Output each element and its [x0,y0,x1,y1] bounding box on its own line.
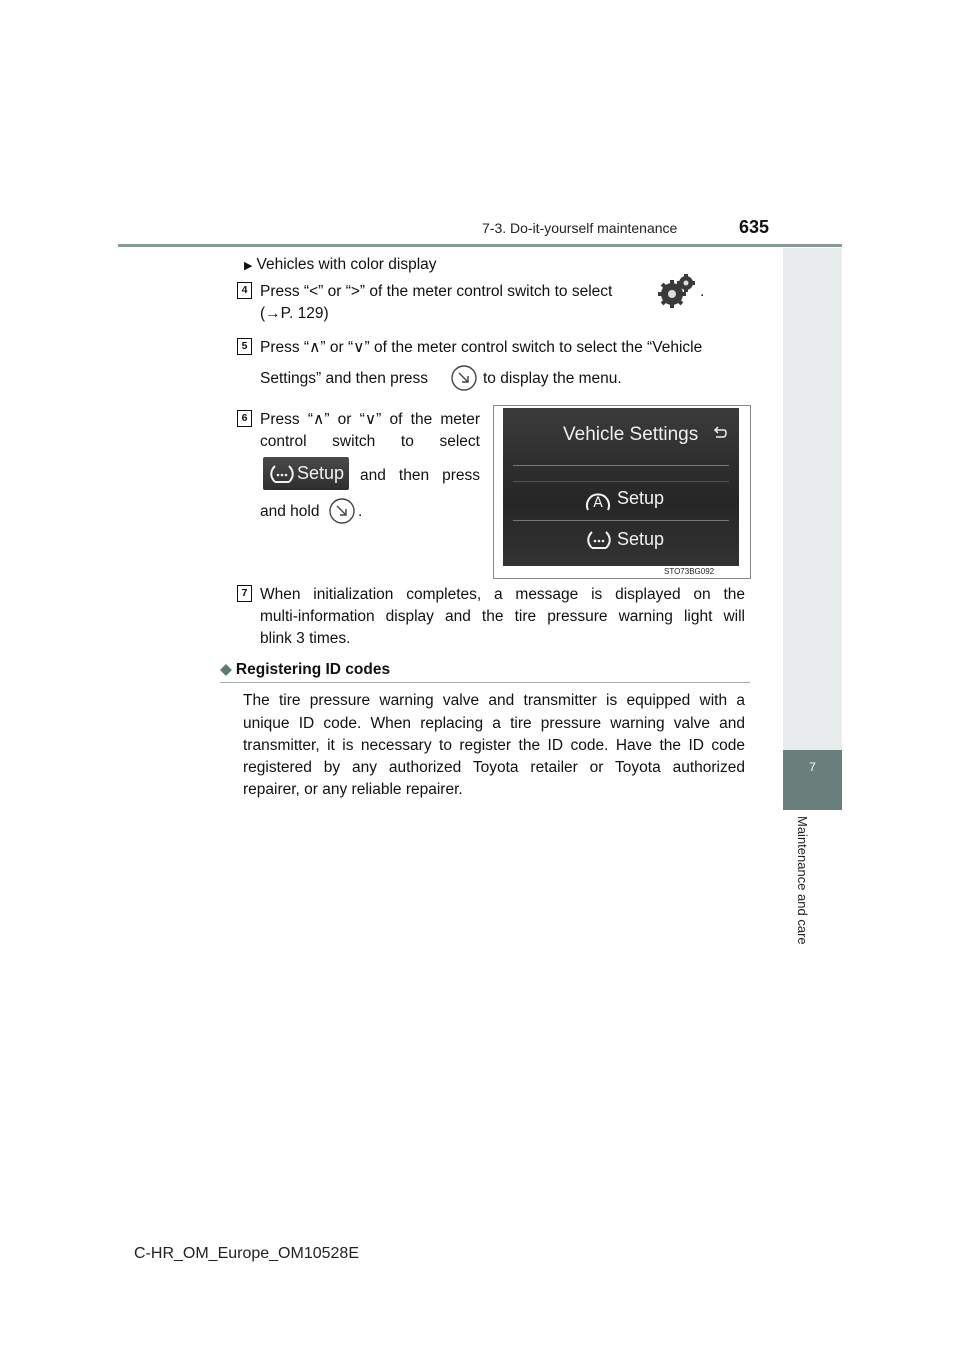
step-6-line1: Press “∧” or “∨” of the meter [260,411,480,428]
step-6-line3: and then press [360,467,480,484]
section-heading [220,660,390,679]
step-6-line4a: and hold [260,503,320,520]
tire-pressure-icon [586,528,612,557]
multi-information-display [503,408,739,566]
step-7-line3: blink 3 times. [260,630,351,647]
step-6-line2: control switch to select [260,433,480,450]
body-line: registered by any authorized Toyota retailer or Toyota authorized [243,759,745,776]
screen-row-label: Setup [617,488,665,508]
page-number: 635 [739,217,770,237]
body-line: transmitter, it is necessary to register the ID code. Have the ID code [243,737,745,754]
step-5-line2a: Settings” and then press [260,370,429,387]
svg-text:A: A [593,495,603,511]
subsection-heading [244,254,437,277]
step-number-6: 6 [237,410,252,427]
step-number-5: 5 [237,338,252,355]
tire-pressure-icon [269,462,295,486]
section-title-text: Registering ID codes [235,661,391,678]
setup-badge [263,457,349,490]
side-tab-background [783,248,842,750]
step-5-line2b: to display the menu. [483,370,622,387]
auto-a-icon [584,488,612,519]
screen-divider [513,465,729,466]
chapter-label: Maintenance and care [795,816,810,945]
image-caption: STO73BG092 [664,567,715,576]
subsection-title: Vehicles with color display [256,256,437,273]
step-7-line2: multi-information display and the tire pressure warning light will [260,608,745,625]
chapter-tab [783,750,842,810]
chapter-number: 7 [809,760,816,774]
screen-row-label: Setup [617,529,665,549]
ok-button-icon [450,364,478,397]
body-line: The tire pressure warning valve and transmitter is equipped with a [243,692,745,709]
step-number-7: 7 [237,585,252,602]
ok-button-icon [328,497,356,530]
screen-divider [513,481,729,482]
step-6-line4b: . [358,503,363,520]
settings-gear-icon [656,274,696,315]
body-line: unique ID code. When replacing a tire pressure warning valve and [243,715,745,732]
body-line: repairer, or any reliable repairer. [243,781,463,798]
setup-badge-label: Setup [297,463,345,483]
step-number-4: 4 [237,282,252,299]
header-rule [118,244,842,247]
screen-title: Vehicle Settings [563,424,699,445]
step-4-text: Press “<” or “>” of the meter control switch to select [260,283,613,300]
screen-divider [513,520,729,521]
diamond-marker-icon: ◆ [220,661,232,678]
document-id: C-HR_OM_Europe_OM10528E [134,1245,359,1262]
section-rule [220,682,750,683]
section-title: 7-3. Do-it-yourself maintenance [482,220,678,236]
page-reference: (→P. 129) [260,305,329,322]
triangle-marker-icon: ▶ [244,260,253,272]
step-7-line1: When initialization completes, a message is displayed on the [260,586,745,603]
step-5-line1: Press “∧” or “∨” of the meter control switch to select the “Vehicle [260,339,703,356]
step-4-end: . [700,283,705,300]
return-arrow-icon [713,426,727,444]
